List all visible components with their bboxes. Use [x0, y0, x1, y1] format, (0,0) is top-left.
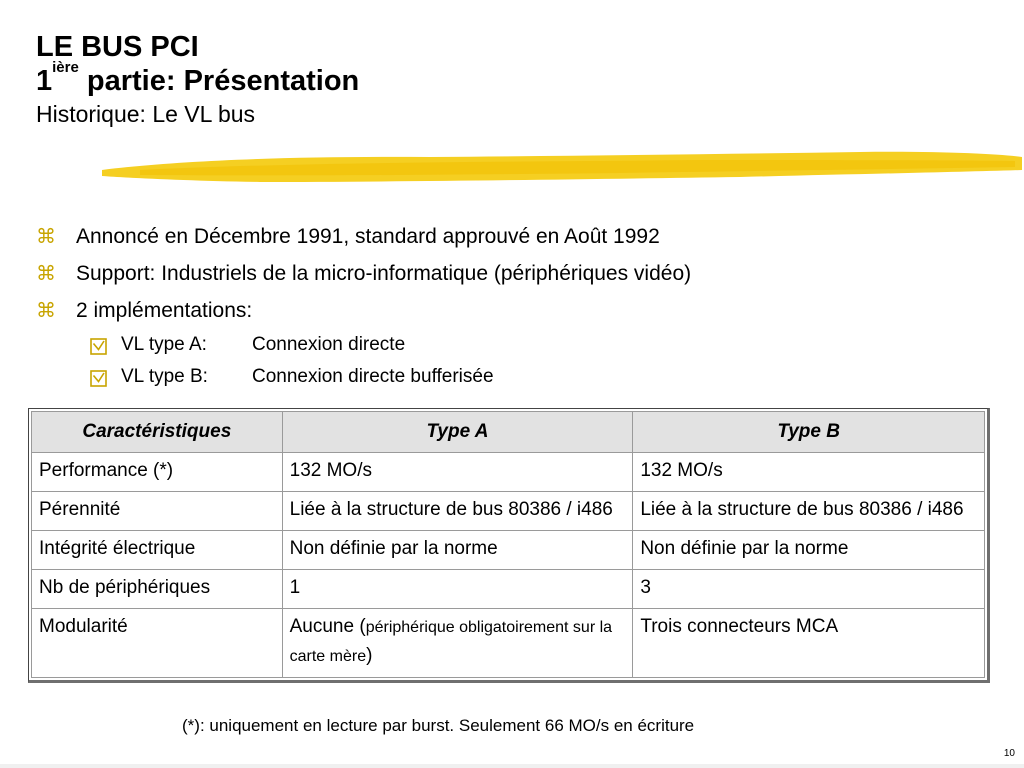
title-number: 1: [36, 65, 53, 97]
title-block: [36, 30, 359, 130]
comparison-table-frame: [28, 408, 990, 683]
table-row: [32, 531, 985, 570]
cell-paren-open: (: [354, 616, 366, 637]
bullet-text: Annoncé en Décembre 1991, standard approuvé en Août 1992: [76, 225, 660, 248]
slide-title: LE BUS PCI: [36, 31, 199, 63]
column-header: Type B: [633, 412, 985, 453]
bottom-divider: [0, 764, 1024, 768]
table-cell: [282, 609, 633, 678]
column-header: Caractéristiques: [32, 412, 283, 453]
table-cell: 132 MO/s: [633, 453, 985, 492]
table-header-row: [32, 412, 985, 453]
sub-bullet-value: Connexion directe bufferisée: [252, 366, 494, 387]
table-cell: Nb de périphériques: [32, 570, 283, 609]
highlighter-stroke: [100, 148, 1024, 188]
slide-title-part: [36, 59, 360, 98]
table-cell: Liée à la structure de bus 80386 / i486: [633, 492, 985, 531]
table-cell: Liée à la structure de bus 80386 / i486: [282, 492, 633, 531]
command-symbol-icon: ⌘: [36, 224, 56, 248]
checkbox-check-icon: [90, 370, 107, 387]
command-symbol-icon: ⌘: [36, 298, 56, 322]
table-row: [32, 609, 985, 678]
sub-bullet-label: VL type A:: [121, 334, 207, 355]
table-row: [32, 492, 985, 531]
table-cell: Modularité: [32, 609, 283, 678]
title-rest: partie: Présentation: [78, 65, 360, 97]
checkbox-check-icon: [90, 338, 107, 355]
sub-bullet-item: [36, 329, 691, 361]
cell-note-text: périphérique obligatoirement sur la carte mère: [289, 619, 613, 665]
table-cell: Non définie par la norme: [282, 531, 633, 570]
page-number: 10: [1003, 748, 1015, 759]
cell-paren-close: ): [366, 645, 373, 666]
title-superscript: ière: [52, 59, 79, 76]
table-cell: Performance (*): [32, 453, 283, 492]
slide-subtitle: Historique: Le VL bus: [36, 101, 256, 127]
bullet-item: [36, 218, 691, 255]
command-symbol-icon: ⌘: [36, 261, 56, 285]
sub-bullet-item: [36, 361, 691, 393]
bullet-item: [36, 255, 691, 292]
sub-bullet-list: [36, 329, 691, 393]
table-cell: 3: [633, 570, 985, 609]
comparison-table: [31, 411, 985, 678]
bullet-item: [36, 292, 691, 329]
cell-main-text: Aucune: [289, 616, 355, 637]
sub-bullet-label: VL type B:: [121, 366, 208, 387]
table-cell: Trois connecteurs MCA: [633, 609, 985, 678]
table-cell: Pérennité: [32, 492, 283, 531]
bullet-list: [36, 218, 691, 393]
bullet-text: 2 implémentations:: [76, 299, 253, 322]
column-header: Type A: [282, 412, 633, 453]
footnote: (*): uniquement en lecture par burst. Seulement 66 MO/s en écriture: [182, 716, 695, 735]
table-row: [32, 570, 985, 609]
table-cell: Non définie par la norme: [633, 531, 985, 570]
sub-bullet-value: Connexion directe: [252, 334, 406, 355]
sub-bullet-group: [36, 329, 691, 393]
table-row: [32, 453, 985, 492]
table-cell: 132 MO/s: [282, 453, 633, 492]
table-cell: Intégrité électrique: [32, 531, 283, 570]
bullet-text: Support: Industriels de la micro-informatique (périphériques vidéo): [76, 262, 692, 285]
table-cell: 1: [282, 570, 633, 609]
